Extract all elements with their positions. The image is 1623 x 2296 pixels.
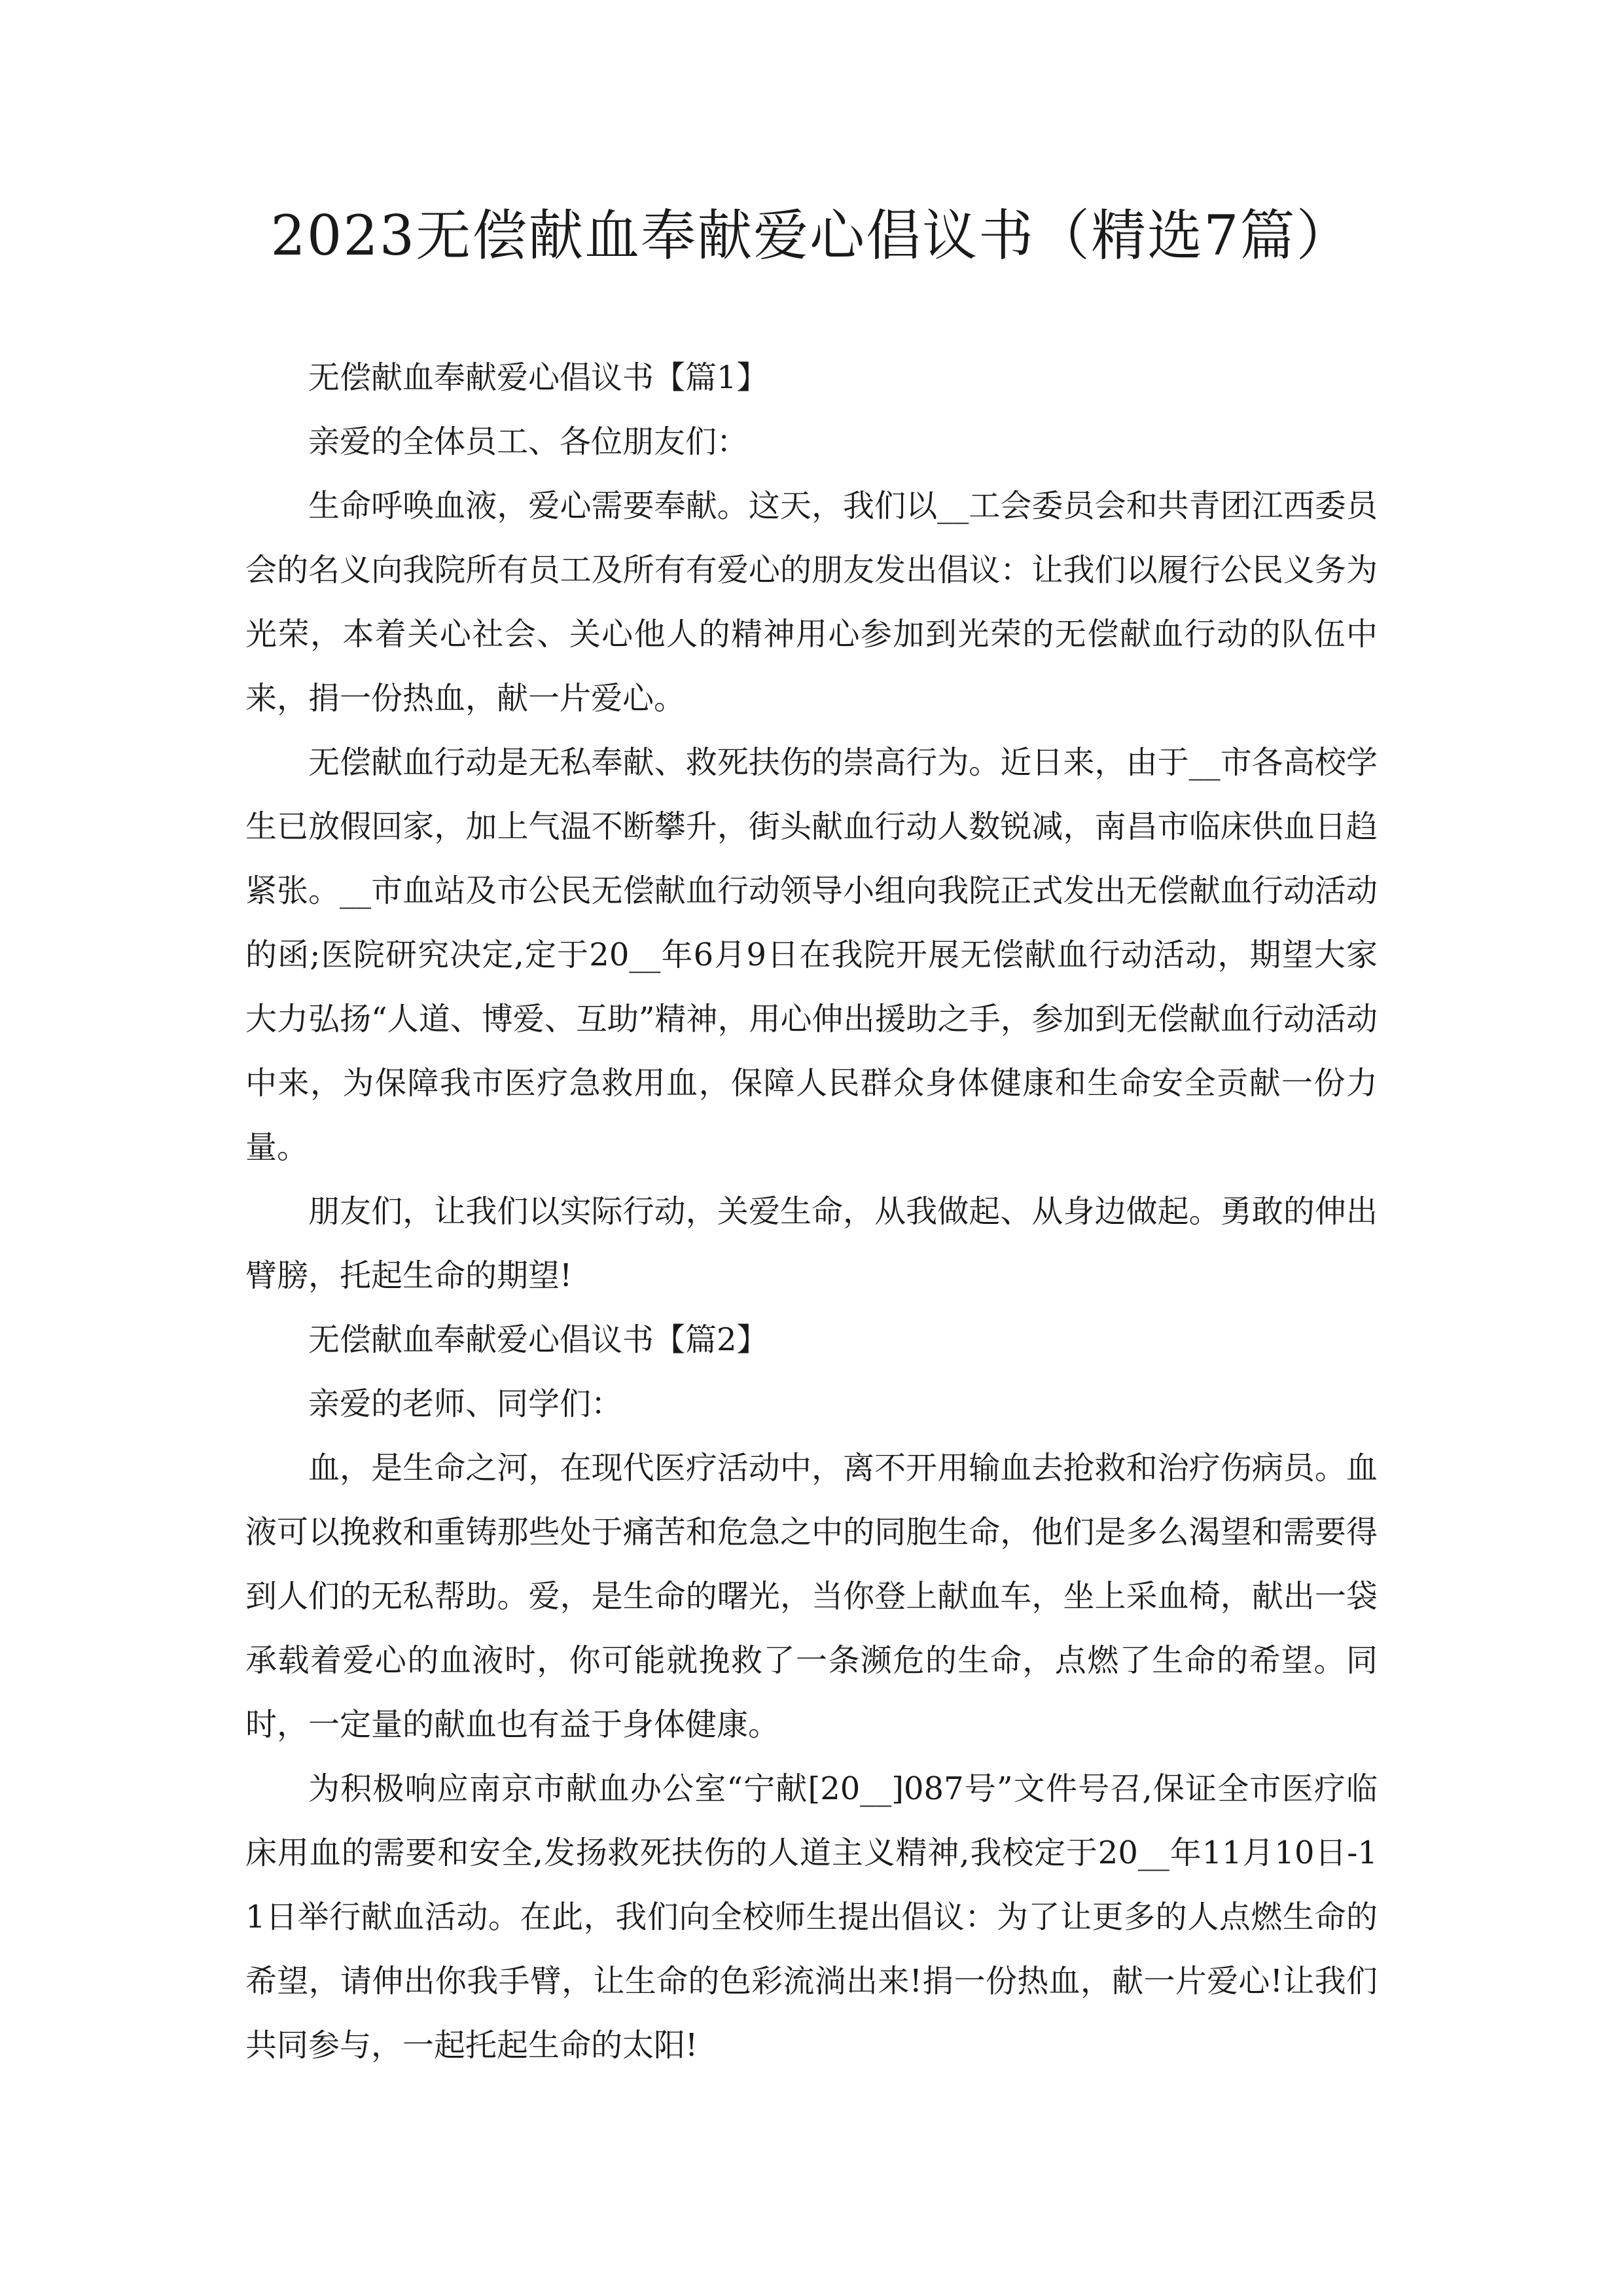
- document-body: [245, 346, 1378, 2077]
- paragraph: 血，是生命之河，在现代医疗活动中，离不开用输血去抢救和治疗伤病员。血液可以挽救和重铸那些处于痛苦和危急之中的同胞生命，他们是多么渴望和需要得到人们的无私帮助。爱，是生命的曙光，当你登上献血车，坐上采血椅，献出一袋承载着爱心的血液时，你可能就挽救了一条濒危的生命，点燃了生命的希望。同时，一定量的献血也有益于身体健康。: [245, 1450, 1378, 1743]
- paragraph: 无偿献血行动是无私奉献、救死扶伤的崇高行为。近日来，由于__市各高校学生已放假回家，加上气温不断攀升，街头献血行动人数锐减，南昌市临床供血日趋紧张。__市血站及市公民无偿献血行动领导小组向我院正式发出无偿献血行动活动的函;医院研究决定,定于20__年6月9日在我院开展无偿献血行动活动，期望大家大力弘扬“人道、博爱、互助”精神，用心伸出援助之手，参加到无偿献血行动活动中来，为保障我市医疗急救用血，保障人民群众身体健康和生命安全贡献一份力量。: [245, 744, 1378, 1166]
- paragraph: 为积极响应南京市献血办公室“宁献[20__]087号”文件号召,保证全市医疗临床用血的需要和安全,发扬救死扶伤的人道主义精神,我校定于20__年11月10日-11日举行献血活动。在此，我们向全校师生提出倡议：为了让更多的人点燃生命的希望，请伸出你我手臂，让生命的色彩流淌出来!捐一份热血，献一片爱心!让我们共同参与，一起托起生命的太阳!: [245, 1770, 1378, 2064]
- salutation: 亲爱的老师、同学们：: [308, 1386, 623, 1422]
- section-heading: 无偿献血奉献爱心倡议书【篇1】: [308, 359, 768, 396]
- document-title: 2023无偿献血奉献爱心倡议书（精选7篇）: [270, 204, 1353, 268]
- paragraph: 生命呼唤血液，爱心需要奉献。这天，我们以__工会委员会和共青团江西委员会的名义向我院所有员工及所有有爱心的朋友发出倡议：让我们以履行公民义务为光荣，本着关心社会、关心他人的精神用心参加到光荣的无偿献血行动的队伍中来，捐一份热血，献一片爱心。: [245, 488, 1378, 717]
- section-heading: 无偿献血奉献爱心倡议书【篇2】: [308, 1321, 768, 1358]
- paragraph: 朋友们，让我们以实际行动，关爱生命，从我做起、从身边做起。勇敢的伸出臂膀，托起生命的期望!: [245, 1193, 1378, 1294]
- salutation: 亲爱的全体员工、各位朋友们：: [308, 423, 749, 460]
